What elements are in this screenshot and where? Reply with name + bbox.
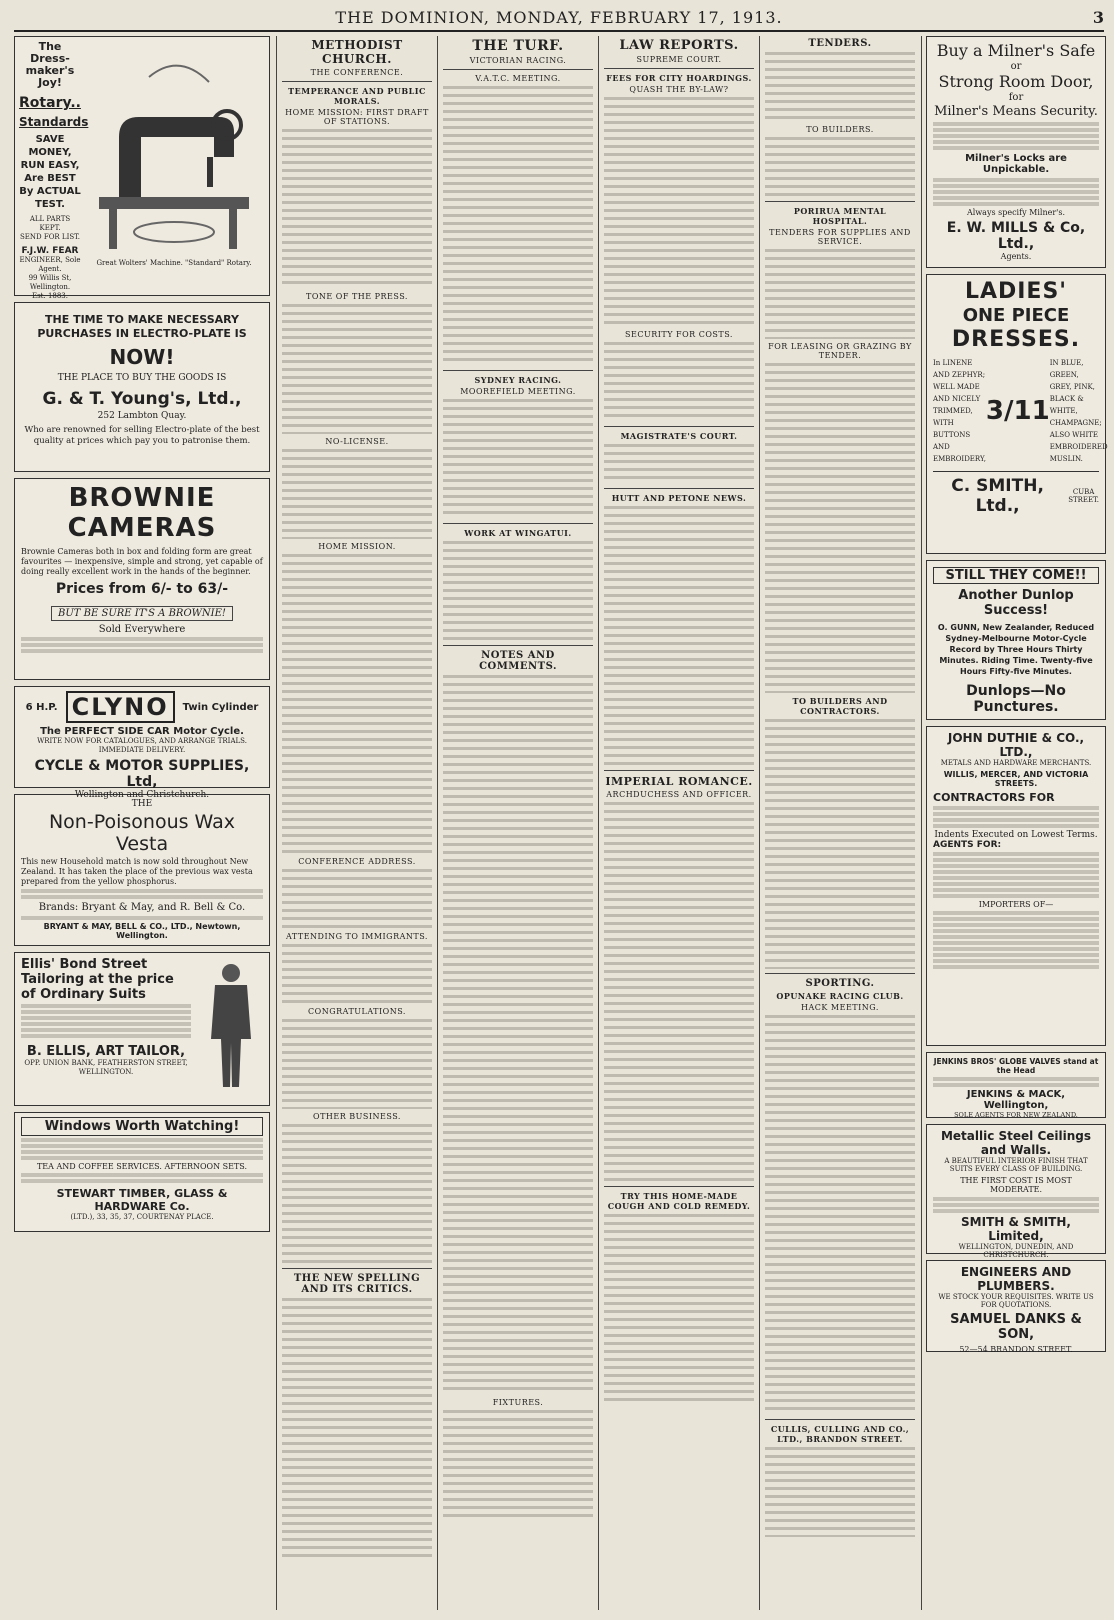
metallic-cost: THE FIRST COST IS MOST MODERATE. <box>960 1176 1072 1194</box>
tenders-h8: HACK MEETING. <box>801 1003 879 1012</box>
turf-h4: WORK AT WINGATUI. <box>464 528 572 538</box>
masthead-title: THE DOMINION, MONDAY, FEBRUARY 17, 1913. <box>335 7 783 27</box>
ladies-left-1: AND ZEPHYR; <box>933 371 986 379</box>
clyno-ad <box>14 686 270 800</box>
stewart-line: TEA AND COFFEE SERVICES. AFTERNOON SETS. <box>36 1162 248 1171</box>
turf-h2: SYDNEY RACING. <box>474 375 562 385</box>
ladies-right-1: GREY, PINK, <box>1049 383 1095 391</box>
milner-line3: Strong Room Door, <box>938 72 1094 91</box>
ellis-name: B. ELLIS, ART TAILOR, <box>26 1044 186 1059</box>
clyno-line: The PERFECT SIDE CAR Motor Cycle. <box>40 726 244 737</box>
ladies-store: C. SMITH, Ltd., <box>951 476 1044 516</box>
turf-h6: FIXTURES. <box>492 1398 544 1407</box>
methodist-column <box>282 36 432 1610</box>
metallic-title: Metallic Steel Ceilings and Walls. <box>940 1129 1092 1157</box>
ladies-left-4: TRIMMED, WITH <box>933 407 973 427</box>
law-h6: IMPERIAL ROMANCE. <box>605 775 753 788</box>
engineers-plumbers-ad <box>926 1260 1106 1352</box>
page-number: 3 <box>1092 7 1104 27</box>
duthie-streets: WILLIS, MERCER, AND VICTORIA STREETS. <box>943 770 1089 788</box>
rotary-heading: The Dress-maker's Joy! <box>25 40 75 89</box>
ladies-left-0: In LINENE <box>933 359 973 367</box>
tenders-column <box>765 36 915 1610</box>
metallic-cities: WELLINGTON, DUNEDIN, AND CHRISTCHURCH. <box>958 1243 1074 1259</box>
metallic-name: SMITH & SMITH, Limited, <box>961 1215 1071 1243</box>
tenders-h4: FOR LEASING OR GRAZING BY TENDER. <box>768 342 912 360</box>
jenkins-title: JENKINS BROS' GLOBE VALVES stand at the Head <box>933 1057 1099 1075</box>
ellis-title: Ellis' Bond Street Tailoring at the price of Ordinary Suits <box>21 957 174 1002</box>
wax-the: THE <box>131 799 153 809</box>
engineers-sub: WE STOCK YOUR REQUISITES. WRITE US FOR QUOTATIONS. <box>938 1293 1094 1309</box>
duthie-importers: IMPORTERS OF— <box>978 900 1054 909</box>
milner-safe-ad <box>926 36 1106 268</box>
law-head: LAW REPORTS. <box>619 38 739 53</box>
law-h8: TRY THIS HOME-MADE COUGH AND COLD REMEDY. <box>607 1191 751 1211</box>
methodist-sub: THE CONFERENCE. <box>310 68 404 77</box>
dunlop-line1: STILL THEY COME!! <box>933 567 1099 584</box>
milner-line4: for <box>1008 92 1024 103</box>
rotary-small2: SEND FOR LIST. <box>19 233 81 241</box>
rotary-claim-2: RUN EASY, <box>20 160 80 171</box>
methodist-s3: HOME MISSION. <box>318 542 396 551</box>
clyno-company: CYCLE & MOTOR SUPPLIES, Ltd, <box>34 758 250 790</box>
turf-sub: VICTORIAN RACING. <box>469 56 567 65</box>
jenkins-sole: SOLE AGENTS FOR NEW ZEALAND. <box>954 1111 1078 1119</box>
milner-always: Always specify Milner's. <box>966 208 1065 217</box>
rotary-claim-3: Are BEST By ACTUAL TEST. <box>19 173 81 210</box>
methodist-s6: CONGRATULATIONS. <box>308 1007 406 1016</box>
brownie-cameras-ad <box>14 478 270 680</box>
clyno-cities: Wellington and Christchurch. <box>74 790 210 800</box>
rotary-brand: Rotary.. <box>19 95 81 111</box>
ladies-street: CUBA STREET. <box>1068 488 1100 504</box>
law-h1: FEES FOR CITY HOARDINGS. <box>606 73 752 83</box>
jenkins-valves-ad <box>926 1052 1106 1118</box>
duthie-agents: AGENTS FOR: <box>933 840 1002 850</box>
milner-line5: Milner's Means Security. <box>934 104 1098 119</box>
rotary-claim-1: SAVE MONEY, <box>28 134 72 158</box>
methodist-s7: OTHER BUSINESS. <box>313 1112 401 1121</box>
brownie-everywhere: Sold Everywhere <box>98 624 186 635</box>
metallic-sub: A BEAUTIFUL INTERIOR FINISH THAT SUITS EVERY CLASS OF BUILDING. <box>944 1157 1088 1173</box>
law-h2: QUASH THE BY-LAW? <box>629 85 729 94</box>
masthead <box>14 4 1104 32</box>
ladies-left-3: AND NICELY <box>933 395 981 403</box>
young-name: G. & T. Young's, Ltd., <box>42 389 242 409</box>
law-h4: MAGISTRATE'S COURT. <box>620 431 738 441</box>
wax-title: Non-Poisonous Wax Vesta <box>48 811 236 855</box>
methodist-s4: CONFERENCE ADDRESS. <box>298 857 416 866</box>
rotary-caption: Great Wolters' Machine. "Standard" Rotary. <box>96 259 252 267</box>
milner-line1: Buy a Milner's Safe <box>936 41 1096 60</box>
turf-h3: MOOREFIELD MEETING. <box>460 387 576 396</box>
duthie-indents: Indents Executed on Lowest Terms. <box>934 830 1098 840</box>
brownie-prices: Prices from 6/- to 63/- <box>55 581 229 597</box>
clyno-brand: CLYNO <box>66 691 175 723</box>
ladies-right-2: BLACK & WHITE, <box>1049 395 1084 415</box>
methodist-s2: NO-LICENSE. <box>325 437 389 446</box>
methodist-h4: THE NEW SPELLING AND ITS CRITICS. <box>293 1273 421 1295</box>
methodist-h3: HOME MISSION: FIRST DRAFT OF STATIONS. <box>285 108 429 126</box>
clyno-model: Twin Cylinder <box>182 701 259 713</box>
rotary-standards: Standards <box>19 115 89 129</box>
stewart-addr: (LTD.), 33, 35, 37, COURTENAY PLACE. <box>70 1213 214 1221</box>
ladies-left-list <box>933 357 986 465</box>
ladies-right-4: ALSO WHITE <box>1049 431 1099 439</box>
duthie-ad <box>926 726 1106 1046</box>
rotary-agent2: ENGINEER, Sole Agent. <box>19 256 81 273</box>
law-h5: HUTT AND PETONE NEWS. <box>611 493 747 503</box>
brownie-text: Brownie Cameras both in box and folding form are great favourites — inexpensive, simple and strong, yet capable of doing really excellent work in the hands of the beginner. <box>21 547 263 576</box>
duthie-contractors: CONTRACTORS FOR <box>933 791 1055 804</box>
wax-brands: Brands: Bryant & May, and R. Bell & Co. <box>38 902 246 913</box>
tenders-h7: OPUNAKE RACING CLUB. <box>776 991 904 1001</box>
brownie-title1: BROWNIE <box>68 483 216 513</box>
duthie-metals: METALS AND HARDWARE MERCHANTS. <box>940 759 1092 767</box>
turf-column <box>443 36 593 1610</box>
ladies-left-6: EMBROIDERY, <box>933 455 986 463</box>
wax-maker: BRYANT & MAY, BELL & CO., LTD., Newtown, Wellington. <box>43 922 241 940</box>
law-column <box>604 36 754 1610</box>
milner-locks: Milner's Locks are Unpickable. <box>965 153 1067 175</box>
metallic-ceilings-ad <box>926 1124 1106 1259</box>
rotary-agent: F.J.W. FEAR <box>21 246 79 256</box>
clyno-sub: WRITE NOW FOR CATALOGUES, AND ARRANGE TRIALS. IMMEDIATE DELIVERY. <box>37 737 247 754</box>
turf-h5: NOTES AND COMMENTS. <box>479 650 557 672</box>
ladies-left-2: WELL MADE <box>933 383 980 391</box>
tenders-h3: TENDERS FOR SUPPLIES AND SERVICE. <box>769 228 911 246</box>
ladies-title2: ONE PIECE <box>962 305 1070 326</box>
wax-vesta-ad <box>14 794 270 946</box>
dunlop-line4: Dunlops—No Punctures. <box>966 683 1066 715</box>
tailored-man-icon <box>201 959 261 1089</box>
stewart-title: Windows Worth Watching! <box>21 1117 263 1136</box>
law-h7: ARCHDUCHESS AND OFFICER. <box>606 790 752 799</box>
young-line2: THE PLACE TO BUY THE GOODS IS <box>57 373 227 383</box>
rotary-address: 99 Willis St, Wellington. <box>28 274 72 291</box>
tenders-head: TENDERS. <box>808 38 872 49</box>
ellis-tailoring-ad <box>14 952 270 1106</box>
methodist-head: METHODIST CHURCH. <box>311 38 403 66</box>
ladies-right-list <box>1050 357 1108 465</box>
dunlop-ad <box>926 560 1106 720</box>
right-ads-column <box>926 36 1106 1610</box>
engineers-addr: 52—54 BRANDON STREET. <box>959 1345 1073 1354</box>
milner-agents: Agents. <box>1000 252 1032 261</box>
young-addr: 252 Lambton Quay. <box>97 411 187 421</box>
jenkins-name: JENKINS & MACK, Wellington, <box>966 1089 1066 1111</box>
rotary-small1: ALL PARTS KEPT. <box>29 215 71 232</box>
stewart-hardware-ad <box>14 1112 270 1232</box>
tenders-h5: TO BUILDERS AND CONTRACTORS. <box>792 696 888 716</box>
tenders-h1: TO BUILDERS. <box>806 125 874 134</box>
engineers-title: ENGINEERS AND PLUMBERS. <box>960 1265 1072 1293</box>
ladies-right-5: EMBROIDERED <box>1049 443 1108 451</box>
rotary-est: Est. 1883. <box>31 292 68 300</box>
clyno-hp: 6 H.P. <box>25 701 58 713</box>
methodist-h2: TEMPERANCE AND PUBLIC MORALS. <box>288 86 426 106</box>
ladies-left-5: BUTTONS AND <box>933 431 971 451</box>
dunlop-line3: O. GUNN, New Zealander, Reduced Sydney-Melbourne Motor-Cycle Record by Three Hours Thirty Minutes. Riding Time. Twenty-five Hours Fifty-five Minutes. <box>937 623 1095 676</box>
turf-h1: V.A.T.C. MEETING. <box>475 74 561 83</box>
duthie-name: JOHN DUTHIE & CO., LTD., <box>947 731 1085 759</box>
ladies-right-0: IN BLUE, GREEN, <box>1049 359 1084 379</box>
wax-text: This new Household match is now sold throughout New Zealand. It has taken the place of the previous wax vesta prepared from the yellow phosphorus. <box>21 857 253 886</box>
ladies-right-6: MUSLIN. <box>1049 455 1083 463</box>
tenders-h2: PORIRUA MENTAL HOSPITAL. <box>793 206 887 226</box>
sewing-machine-icon <box>89 47 259 257</box>
young-line1: THE TIME TO MAKE NECESSARY PURCHASES IN ELECTRO-PLATE IS <box>37 313 247 340</box>
dunlop-line2: Another Dunlop Success! <box>958 588 1074 618</box>
milner-agent: E. W. MILLS & Co, Ltd., <box>946 220 1086 252</box>
turf-head: THE TURF. <box>472 38 564 54</box>
brownie-warning: BUT BE SURE IT'S A BROWNIE! <box>51 606 233 621</box>
ladies-title1: LADIES' <box>964 279 1068 304</box>
stewart-name: STEWART TIMBER, GLASS & HARDWARE Co. <box>56 1187 228 1213</box>
ladies-right-3: CHAMPAGNE; <box>1049 419 1102 427</box>
young-now: NOW! <box>109 345 175 369</box>
methodist-s5: ATTENDING TO IMMIGRANTS. <box>286 932 428 941</box>
young-line3: Who are renowned for selling Electro-plate of the best quality at prices which pay you to patronise them. <box>24 425 260 446</box>
tenders-cullis: CULLIS, CULLING AND CO., LTD., BRANDON STREET. <box>770 1424 910 1444</box>
engineers-name: SAMUEL DANKS & SON, <box>950 1312 1082 1342</box>
rotary-ad <box>14 36 270 300</box>
ladies-title3: DRESSES. <box>951 327 1081 352</box>
milner-line2: or <box>1010 61 1022 72</box>
law-h3: SECURITY FOR COSTS. <box>625 330 733 339</box>
brownie-title2: CAMERAS <box>67 513 217 543</box>
ladies-price: 3/11 <box>985 396 1050 426</box>
ellis-addr: OPP. UNION BANK, FEATHERSTON STREET, WELLINGTON. <box>24 1059 188 1076</box>
methodist-s1: TONE OF THE PRESS. <box>306 292 408 301</box>
young-electroplate-ad <box>14 302 270 472</box>
tenders-h6: SPORTING. <box>805 978 875 989</box>
left-ads-column <box>14 36 270 1610</box>
law-sub: SUPREME COURT. <box>636 55 722 64</box>
ladies-dresses-ad <box>926 274 1106 554</box>
